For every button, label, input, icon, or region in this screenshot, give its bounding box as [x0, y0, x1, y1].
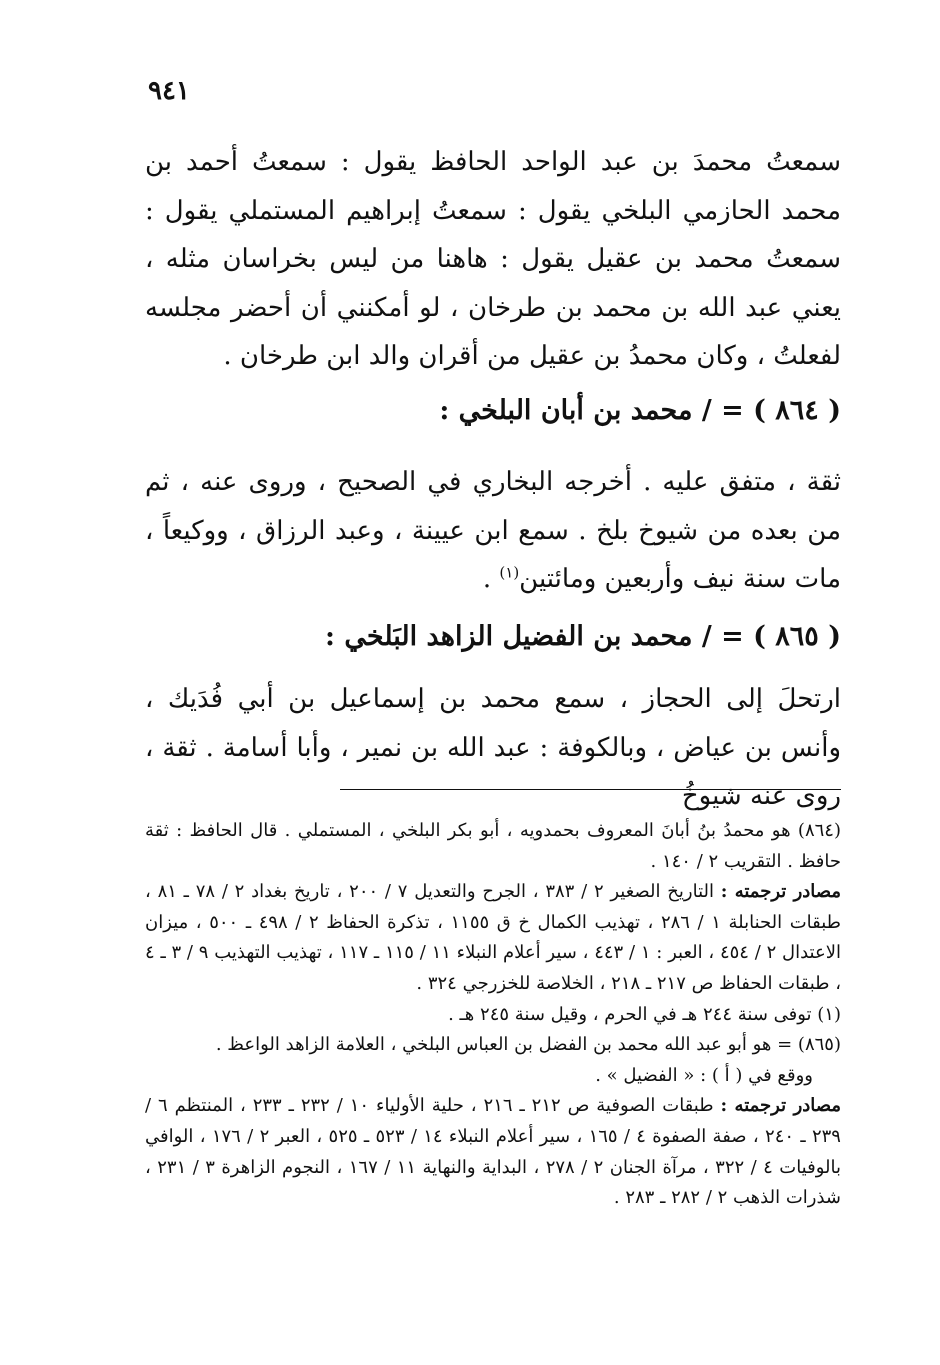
entry-heading-864: ( ٨٦٤ ) = / محمد بن أبان البلخي : [439, 395, 841, 426]
footnote-864-sources-label: مصادر ترجمته : [720, 881, 842, 903]
footnote-ref-1: (١) [499, 563, 520, 582]
footnote-separator [340, 789, 841, 790]
footnote-865-sources-label: مصادر ترجمته : [720, 1095, 842, 1117]
footnote-865-sources [145, 1091, 841, 1213]
footnote-865-sources-text: طبقات الصوفية ص ٢١٢ ـ ٢١٦ ، حلية الأولياء ١٠ / ٢٣٢ ـ ٢٣٣ ، المنتظم ٦ / ٢٣٩ ـ ٢٤٠ ، صفة الصفوة ٤ / ١٦٥ ، سير أعلام النبلاء ١٤ / ٥٢٣ ـ ٥٢٥ ، العبر ٢ / ١٧٦ ، الوافي بالوفيات ٤ / ٣٢٢ ، مرآة الجنان ٢ / ٢٧٨ ، البداية والنهاية ١١ / ١٦٧ ، النجوم الزاهرة ٣ / ٢٣١ ، شذرات الذهب ٢ / ٢٨٢ ـ ٢٨٣ . [145, 1095, 841, 1209]
footnote-864-sources-text: التاريخ الصغير ٢ / ٣٨٣ ، الجرح والتعديل ٧ / ٢٠٠ ، تاريخ بغداد ٢ / ٧٨ ـ ٨١ ، طبقات الحنابلة ١ / ٢٨٦ ، تهذيب الكمال خ ق ١١٥٥ ، تذكرة الحفاظ ٢ / ٤٩٨ ـ ٥٠٠ ، ميزان الاعتدال ٢ / ٤٥٤ ، العبر : ١ / ٤٤٣ ، سير أعلام النبلاء ١١ / ١١٥ ـ ١١٧ ، تهذيب التهذيب ٩ / ٣ ـ ٤ ، طبقات الحفاظ ص ٢١٧ ـ ٢١٨ ، الخلاصة للخزرجي ٣٢٤ . [145, 881, 841, 994]
entry-heading-865: ( ٨٦٥ ) = / محمد بن الفضيل الزاهد البَلخي : [325, 621, 841, 652]
intro-paragraph: سمعتُ محمدَ بن عبد الواحد الحافظ يقول : سمعتُ أحمد بن محمد الحازمي البلخي يقول : سمعتُ إبراهيم المستملي يقول : سمعتُ محمد بن عقيل يقول : هاهنا من ليس بخراسان مثله ، يعني عبد الله بن محمد بن طرخان ، لو أمكنني أن أحضر مجلسه لفعلتُ ، وكان محمدُ بن عقيل من أقران والد ابن طرخان . [145, 147, 841, 371]
entry-paragraph-864-end: . [482, 564, 500, 594]
footnote-865: (٨٦٥) = هو أبو عبد الله محمد بن الفضل بن العباس البلخي ، العلامة الزاهد الواعظ . [215, 1034, 841, 1056]
entry-paragraph-864 [145, 458, 841, 604]
footnote-1: (١) توفى سنة ٢٤٤ هـ في الحرم ، وقيل سنة ٢٤٥ هـ . [448, 1003, 841, 1025]
footnote-865-variant: ووقع في ( أ ) : « الفضيل » . [595, 1064, 813, 1086]
footnotes-section [145, 816, 841, 1214]
page-number: ٩٤١ [148, 76, 190, 106]
footnote-864-sources [145, 877, 841, 999]
footnote-864: (٨٦٤) هو محمدُ بنُ أبانَ المعروف بحمدويه ، أبو بكر البلخي ، المستملي . قال الحافظ : ثقة حافظ . التقريب ٢ / ١٤٠ . [145, 820, 841, 872]
entry-paragraph-865: ارتحلَ إلى الحجاز ، سمع محمد بن إسماعيل بن أبي فُدَيك ، وأنس بن عياض ، وبالكوفة : عبد الله بن نمير ، وأبا أسامة . ثقة ، روى عنه شيوخُ [145, 684, 842, 811]
entry-paragraph-864-text: ثقة ، متفق عليه . أخرجه البخاري في الصحيح ، وروى عنه ، ثم من بعده من شيوخ بلخ . سمع ابن عيينة ، وعبد الرزاق ، ووكيعاً ، مات سنة نيف وأربعين ومائتين [145, 467, 841, 594]
